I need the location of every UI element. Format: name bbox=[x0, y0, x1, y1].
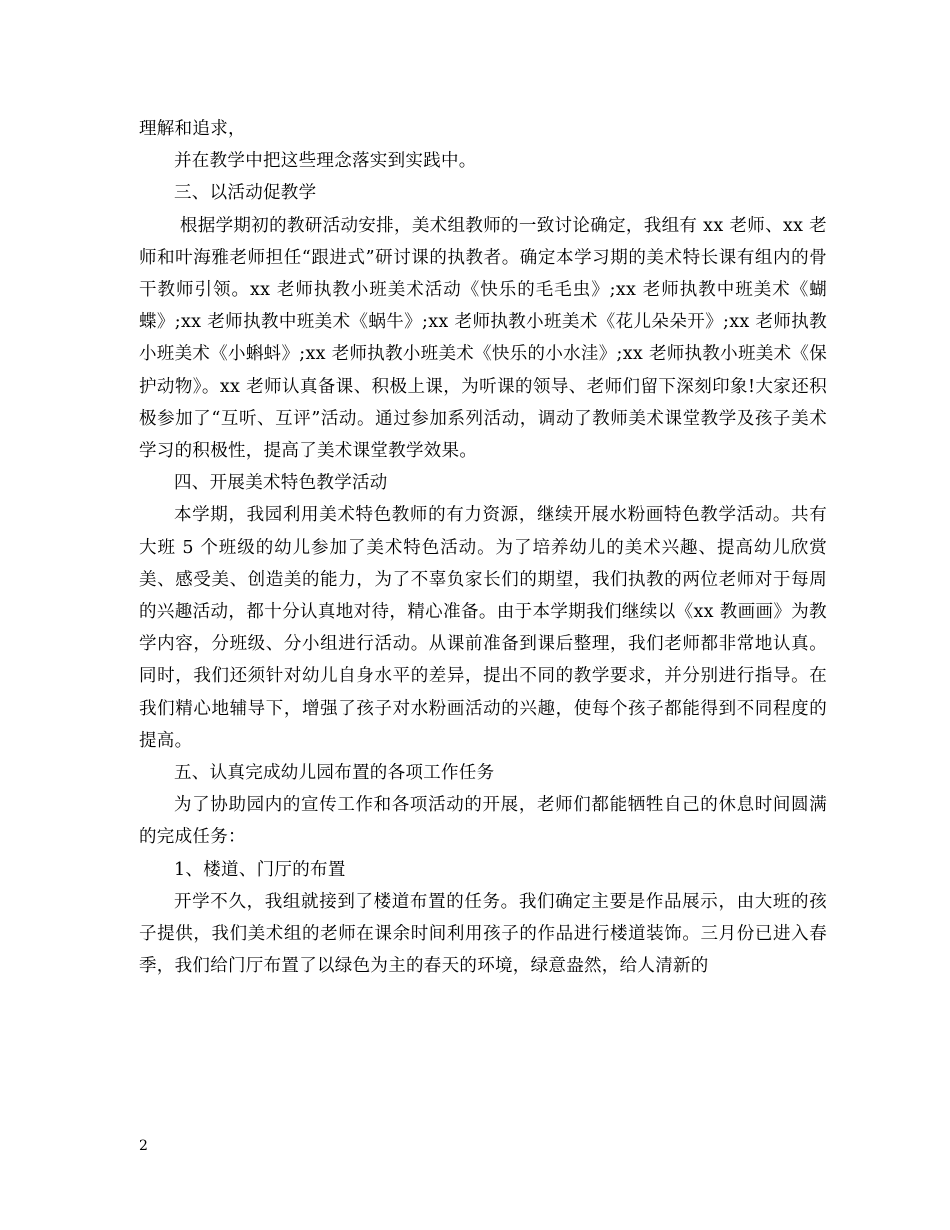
paragraph-8: 为了协助园内的宣传工作和各项活动的开展，老师们都能牺牲自己的休息时间圆满的完成任务： bbox=[139, 795, 827, 848]
section-heading-3: 三、以活动促教学 bbox=[174, 183, 317, 204]
paragraph-1: 理解和追求， bbox=[139, 119, 246, 139]
paragraph-4: 根据学期初的教研活动安排，美术组教师的一致讨论确定，我组有 xx 老师、xx 老师和叶海雅老师担任“跟进式”研讨课的执教者。确定本学习期的美术特长课有组内的骨干教师引领。xx 老师执教小班美术活动《快乐的毛毛虫》;xx 老师执教中班美术《蝴蝶》;xx 老师执教中班美术《蜗牛》;xx 老师执教小班美术《花儿朵朵开》;xx 老师执教小班美术《小蝌蚪》;xx 老师执教小班美术《快乐的小水洼》;xx 老师执教小班美术《保护动物》。xx 老师认真备课、积极上课，为听课的领导、老师们留下深刻印象!大家还积极参加了“互听、互评”活动。通过参加系列活动，调动了教师美术课堂教学及孩子美术学习的积极性，提高了美术课堂教学效果。 bbox=[139, 215, 827, 462]
paragraph-2: 并在教学中把这些理念落实到实践中。 bbox=[174, 151, 477, 172]
section-heading-4: 四、开展美术特色教学活动 bbox=[174, 473, 388, 494]
paragraph-10: 开学不久，我组就接到了楼道布置的任务。我们确定主要是作品展示，由大班的孩子提供，我们美术组的老师在课余时间利用孩子的作品进行楼道装饰。三月份已进入春季，我们给门厅布置了以绿色为主的春天的环境，绿意盎然，给人清新的 bbox=[139, 891, 827, 977]
subheading-1: 1、楼道、门厅的布置 bbox=[174, 859, 346, 880]
section-heading-5: 五、认真完成幼儿园布置的各项工作任务 bbox=[174, 763, 495, 784]
page-number: 2 bbox=[139, 1138, 148, 1154]
document-body bbox=[139, 113, 827, 982]
paragraph-6: 本学期，我园利用美术特色教师的有力资源，继续开展水粉画特色教学活动。共有大班 5 个班级的幼儿参加了美术特色活动。为了培养幼儿的美术兴趣、提高幼儿欣赏美、感受美、创造美的能力，为了不辜负家长们的期望，我们执教的两位老师对于每周的兴趣活动，都十分认真地对待，精心准备。由于本学期我们继续以《xx 教画画》为教学内容，分班级、分小组进行活动。从课前准备到课后整理，我们老师都非常地认真。同时，我们还须针对幼儿自身水平的差异，提出不同的教学要求，并分别进行指导。在我们精心地辅导下，增强了孩子对水粉画活动的兴趣，使每个孩子都能得到不同程度的提高。 bbox=[139, 505, 827, 751]
